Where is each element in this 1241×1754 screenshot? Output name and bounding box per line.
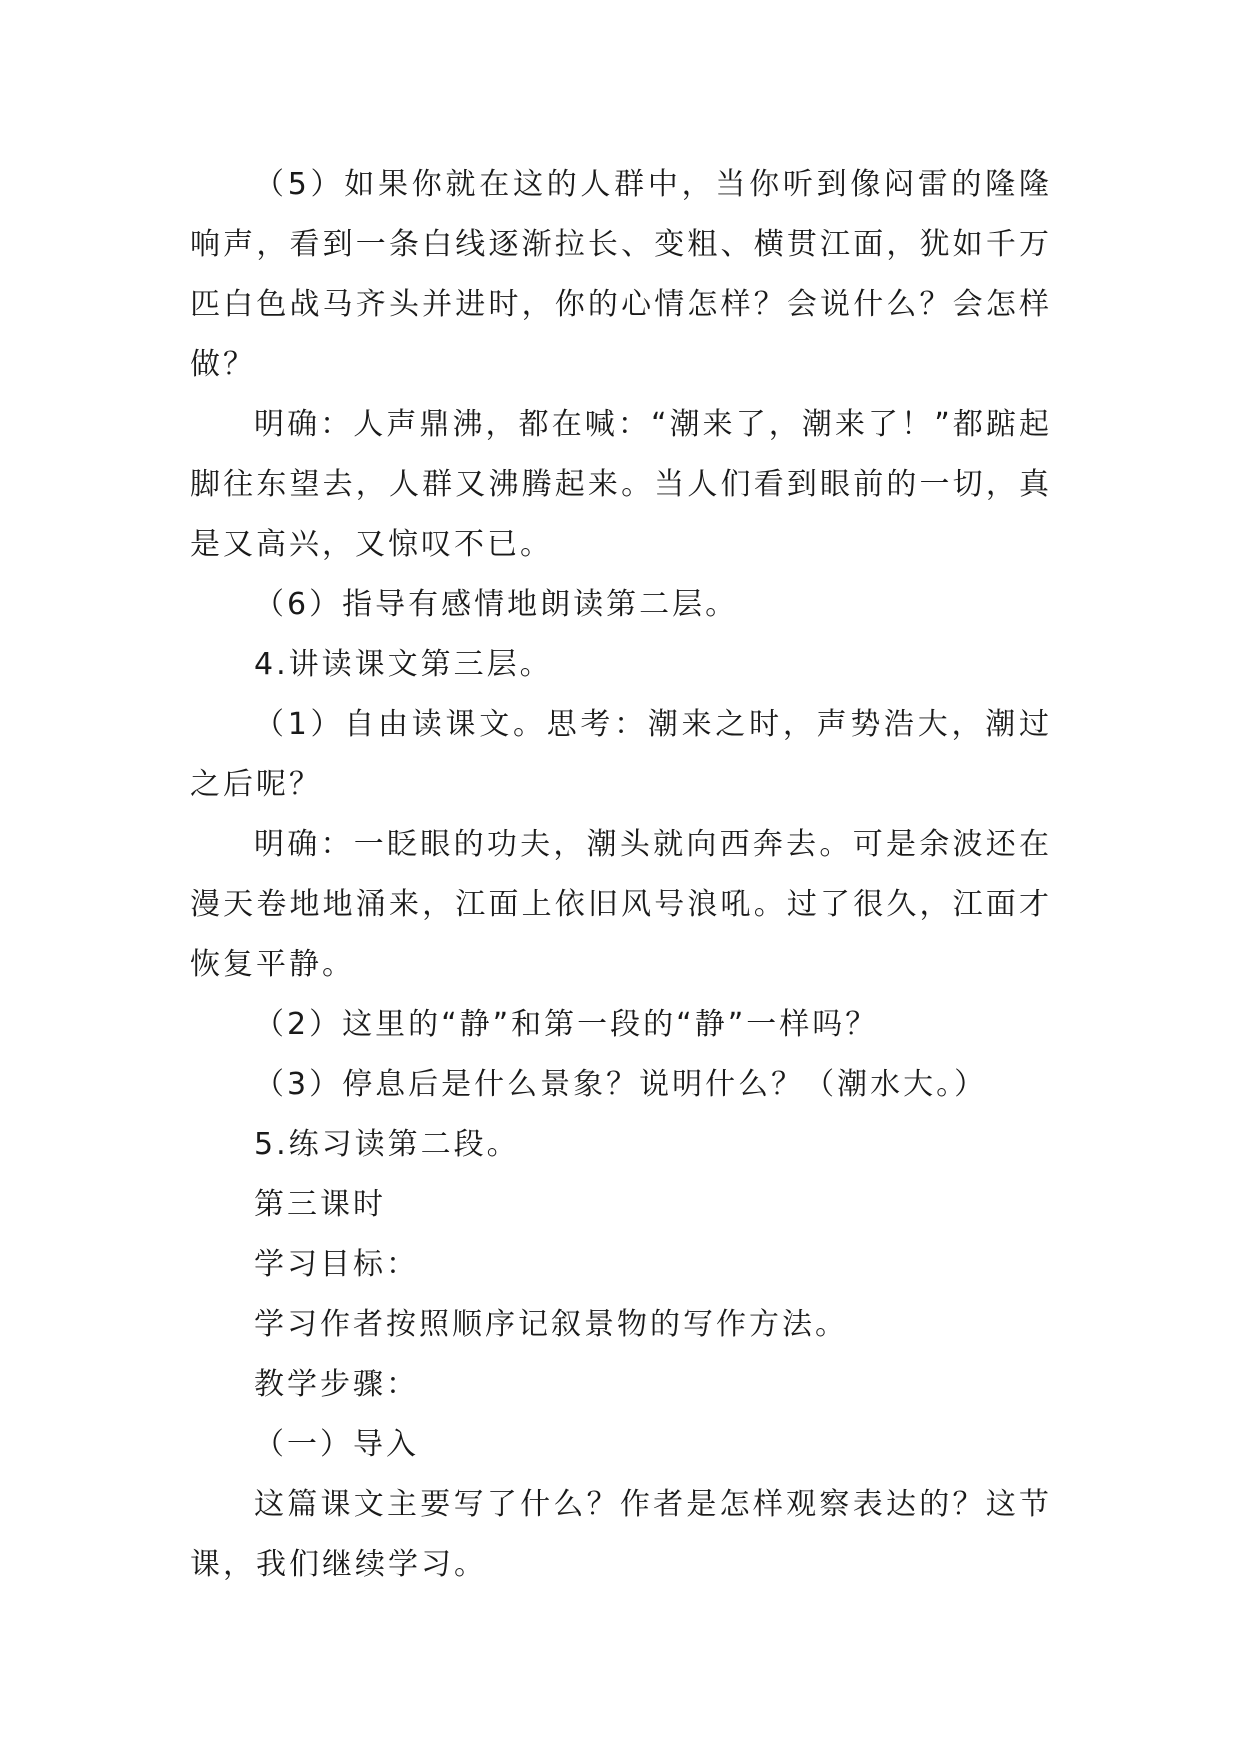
intro-heading: （一）导入 [254,1427,419,1462]
question-2-paragraph: （2）这里的“静”和第一段的“静”一样吗？ [254,1007,879,1042]
document-body [190,155,1052,1595]
question-5-paragraph: （5）如果你就在这的人群中，当你听到像闷雷的隆隆响声，看到一条白线逐渐拉长、变粗、横贯江面，犹如千万匹白色战马齐头并进时，你的心情怎样？会说什么？会怎样做？ [190,167,1052,382]
lesson-heading: 第三课时 [254,1187,386,1222]
answer-paragraph: 明确：一眨眼的功夫，潮头就向西奔去。可是余波还在漫天卷地地涌来，江面上依旧风号浪吼。过了很久，江面才恢复平静。 [190,827,1052,982]
question-6-paragraph: （6）指导有感情地朗读第二层。 [254,587,739,622]
question-1-paragraph: （1）自由读课文。思考：潮来之时，声势浩大，潮过之后呢？ [190,707,1052,802]
steps-heading: 教学步骤： [254,1367,419,1402]
objectives-text: 学习作者按照顺序记叙景物的写作方法。 [254,1307,848,1342]
step-5-heading: 5.练习读第二段。 [254,1127,520,1162]
answer-paragraph: 明确：人声鼎沸，都在喊：“潮来了，潮来了！”都踮起脚往东望去，人群又沸腾起来。当人们看到眼前的一切，真是又高兴，又惊叹不已。 [190,407,1052,562]
objectives-heading: 学习目标： [254,1247,419,1282]
step-4-heading: 4.讲读课文第三层。 [254,647,553,682]
intro-paragraph: 这篇课文主要写了什么？作者是怎样观察表达的？这节课，我们继续学习。 [190,1487,1052,1582]
question-3-paragraph: （3）停息后是什么景象？说明什么？（潮水大。） [254,1067,988,1102]
